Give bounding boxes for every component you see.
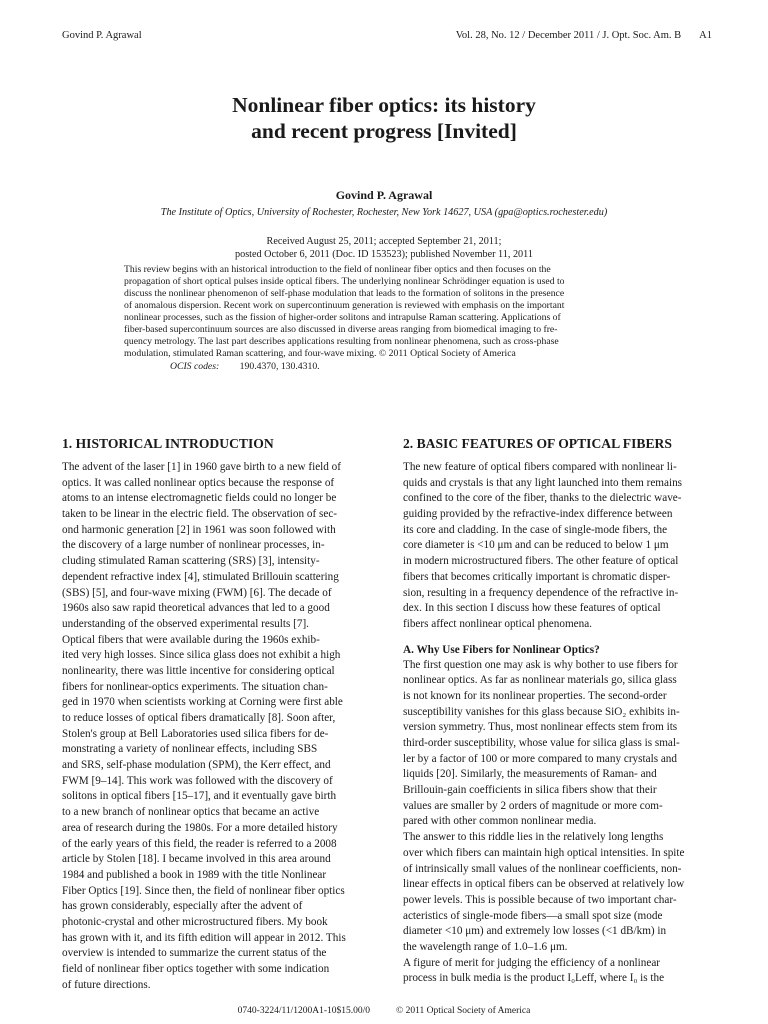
publication-dates [0, 235, 768, 261]
abstract-line: This review begins with an historical introduction to the field of nonlinear fiber optics and then focuses on the [124, 264, 551, 275]
page-footer [0, 1006, 768, 1016]
text-line: article by Stolen [18]. I became involved in this area around [62, 853, 331, 866]
text-line: quids and crystals is that any light launched into them remains [403, 476, 683, 489]
text-line: ond harmonic generation [2] in 1961 was soon followed with [62, 523, 336, 536]
ocis-codes [170, 361, 320, 372]
text-line: optics. It was called nonlinear optics because the response of [62, 476, 335, 489]
text-line: values are smaller by 2 orders of magnitude or more com- [403, 799, 663, 812]
abstract-line: propagation of short optical pulses inside optical fibers. The underlying nonlinear Schrödinger equation is used to [124, 276, 565, 287]
text-line: Brillouin-gain coefficients in silica fibers show that their [403, 784, 657, 797]
text-line: is not known for its nonlinear properties. The second-order [403, 689, 667, 702]
text-line: fibers that becomes critically important is chromatic disper- [403, 570, 671, 583]
text-line: 1984 and published a book in 1989 with the title Nonlinear [62, 868, 327, 881]
abstract-line: discuss the nonlinear phenomenon of self-phase modulation that leads to the formation of solitons in the presence [124, 288, 565, 299]
text-line: area of research during the 1980s. For a more detailed history [62, 821, 338, 834]
text-line: of intrinsically small values of the nonlinear coefficients, non- [403, 862, 682, 875]
text-line: in modern microstructured fibers. The other feature of optical [403, 555, 679, 568]
text-line: diameter <10 μm) and extremely low losses (<1 dB/km) in [403, 925, 667, 938]
text-line: nonlinear optics. As far as nonlinear materials go, silica glass [403, 674, 677, 687]
text-line: sion, resulting in a frequency dependence of the refractive in- [403, 586, 679, 599]
text-line: The new feature of optical fibers compared with nonlinear li- [403, 461, 677, 473]
text-line: atoms to an intense electromagnetic fields could no longer be [62, 492, 337, 505]
text-line: Stolen's group at Bell Laboratories used silica fibers for de- [62, 727, 329, 740]
text-line: monstrating a variety of nonlinear effects, including SBS [62, 743, 318, 756]
text-line: over which fibers can maintain high optical intensities. In spite [403, 846, 685, 859]
text-line: fibers for nonlinear-optics experiments. The situation chan- [62, 680, 328, 693]
title-line-1: Nonlinear fiber optics: its history [232, 93, 536, 117]
text-line: ited very high losses. Since silica glass does not exhibit a high [62, 649, 341, 662]
text-line: ler by a factor of 100 or more compared to many crystals and [403, 752, 677, 765]
section-2-paragraph-1 [403, 460, 717, 633]
ocis-label: OCIS codes: [170, 361, 220, 372]
text-line: process in bulk media is the product I₀Leff, where I₀ is the [403, 972, 665, 985]
dates-line-2: posted October 6, 2011 (Doc. ID 153523); published November 11, 2011 [235, 249, 533, 260]
subsection-a-paragraph-2 [403, 830, 717, 987]
text-line: field of nonlinear fiber optics together with some indication [62, 963, 330, 975]
text-line: overview is intended to summarize the current status of the [62, 947, 327, 960]
author-affiliation: The Institute of Optics, University of Rochester, Rochester, New York 14627, USA (gpa@optics.rochester.edu) [160, 207, 608, 218]
text-line: solitons in optical fibers [15–17], and it eventually gave birth [62, 790, 337, 803]
subsection-a-heading: A. Why Use Fibers for Nonlinear Optics? [403, 643, 600, 656]
text-line: photonic-crystal and other microstructured fibers. My book [62, 915, 328, 928]
text-line: ged in 1970 when scientists working at Corning were first able [62, 696, 343, 709]
text-line: The answer to this riddle lies in the relatively long lengths [403, 831, 664, 844]
text-line: of the early years of this field, the reader is referred to a 2008 [62, 837, 337, 850]
section-2-heading: 2. BASIC FEATURES OF OPTICAL FIBERS [403, 436, 672, 451]
journal-citation: Vol. 28, No. 12 / December 2011 / J. Opt. Soc. Am. B [455, 30, 682, 41]
text-line: The first question one may ask is why bother to use fibers for [403, 658, 678, 671]
text-line: FWM [9–14]. This work was followed with the discovery of [62, 774, 333, 787]
text-line: the wavelength range of 1.0–1.6 μm. [403, 940, 568, 953]
text-line: core diameter is <10 μm and can be reduced to below 1 μm [403, 539, 669, 552]
footer-copyright: © 2011 Optical Society of America [396, 1006, 531, 1016]
running-header-author: Govind P. Agrawal [62, 30, 142, 41]
text-line: version symmetry. Thus, most nonlinear effects stem from its [403, 721, 678, 734]
text-line: to a new branch of nonlinear optics that became an active [62, 806, 320, 819]
author-name: Govind P. Agrawal [335, 188, 433, 202]
abstract-line: nonlinear processes, such as the fission of higher-order solitons and intrapulse Raman scattering. Applications of [124, 312, 561, 323]
text-line: acteristics of single-mode fibers—a small spot size (mode [403, 909, 663, 922]
text-line: susceptibility vanishes for this glass because SiO₂ exhibits in- [403, 705, 680, 718]
text-line: power levels. This is possible because of two important char- [403, 893, 677, 906]
text-line: nonlinearity, there was little incentive for considering optical [62, 664, 335, 677]
right-column [403, 433, 717, 987]
abstract [124, 264, 654, 360]
text-line: Optical fibers that were available during the 1960s exhib- [62, 633, 320, 646]
text-line: A figure of merit for judging the efficiency of a nonlinear [403, 956, 661, 969]
ocis-value: 190.4370, 130.4310. [239, 361, 320, 372]
text-line: understanding of the observed experimental results [7]. [62, 617, 309, 630]
title-line-2: and recent progress [Invited] [251, 119, 517, 143]
text-line: has grown with it, and its fifth edition will appear in 2012. This [62, 931, 346, 944]
text-line: guiding provided by the refractive-index difference between [403, 508, 673, 521]
text-line: liquids [20]. Similarly, the measurements of Raman- and [403, 768, 657, 781]
paper-title [0, 92, 768, 144]
running-header-journal [456, 30, 712, 41]
dates-line-1: Received August 25, 2011; accepted September 21, 2011; [266, 236, 502, 247]
text-line: the discovery of a large number of nonlinear processes, in- [62, 539, 325, 552]
text-line: taken to be linear in the electric field. The observation of sec- [62, 508, 338, 521]
abstract-line: of anomalous dispersion. Recent work on supercontinuum generation is reviewed with emphasis on the important [124, 300, 565, 311]
subsection-a-paragraph-1 [403, 658, 717, 831]
text-line: linear effects in optical fibers can be observed at relatively low [403, 878, 685, 891]
left-column [62, 433, 376, 993]
text-line: Fiber Optics [19]. Since then, the field of nonlinear fiber optics [62, 884, 345, 897]
text-line: dependent refractive index [4], stimulated Brillouin scattering [62, 570, 339, 583]
footer-code: 0740-3224/11/1200A1-10$15.00/0 [237, 1006, 371, 1016]
text-line: third-order susceptibility, whose value for silica glass is smal- [403, 737, 680, 749]
text-line: confined to the core of the fiber, thanks to the dielectric wave- [403, 492, 682, 505]
text-line: cluding stimulated Raman scattering (SRS) [3], intensity- [62, 555, 320, 568]
text-line: pared with other common nonlinear media. [403, 815, 597, 828]
text-line: of future directions. [62, 978, 151, 991]
section-1-heading: 1. HISTORICAL INTRODUCTION [62, 436, 274, 451]
text-line: (SBS) [5], and four-wave mixing (FWM) [6]. The decade of [62, 586, 332, 599]
abstract-line: fiber-based supercontinuum sources are also discussed in diverse areas ranging from biomedical imaging to fre- [124, 324, 558, 335]
section-1-paragraph-1 [62, 460, 376, 633]
abstract-line: quency metrology. The last part describes applications resulting from nonlinear phenomena, such as cross-phase [124, 336, 559, 347]
text-line: fibers affect nonlinear optical phenomena. [403, 617, 592, 630]
text-line: has grown considerably, especially after the advent of [62, 900, 303, 913]
text-line: to reduce losses of optical fibers dramatically [8]. Soon after, [62, 712, 336, 724]
page-number: A1 [699, 30, 712, 41]
text-line: dex. In this section I discuss how these features of optical [403, 602, 661, 615]
text-line: and SRS, self-phase modulation (SPM), the Kerr effect, and [62, 759, 331, 772]
section-1-paragraph-2 [62, 633, 376, 994]
text-line: its core and cladding. In the case of single-mode fibers, the [403, 523, 668, 536]
text-line: The advent of the laser [1] in 1960 gave birth to a new field of [62, 461, 341, 473]
text-line: 1960s also saw rapid theoretical advances that led to a good [62, 602, 330, 615]
abstract-line: modulation, stimulated Raman scattering, and four-wave mixing. © 2011 Optical Society of America [124, 348, 516, 359]
